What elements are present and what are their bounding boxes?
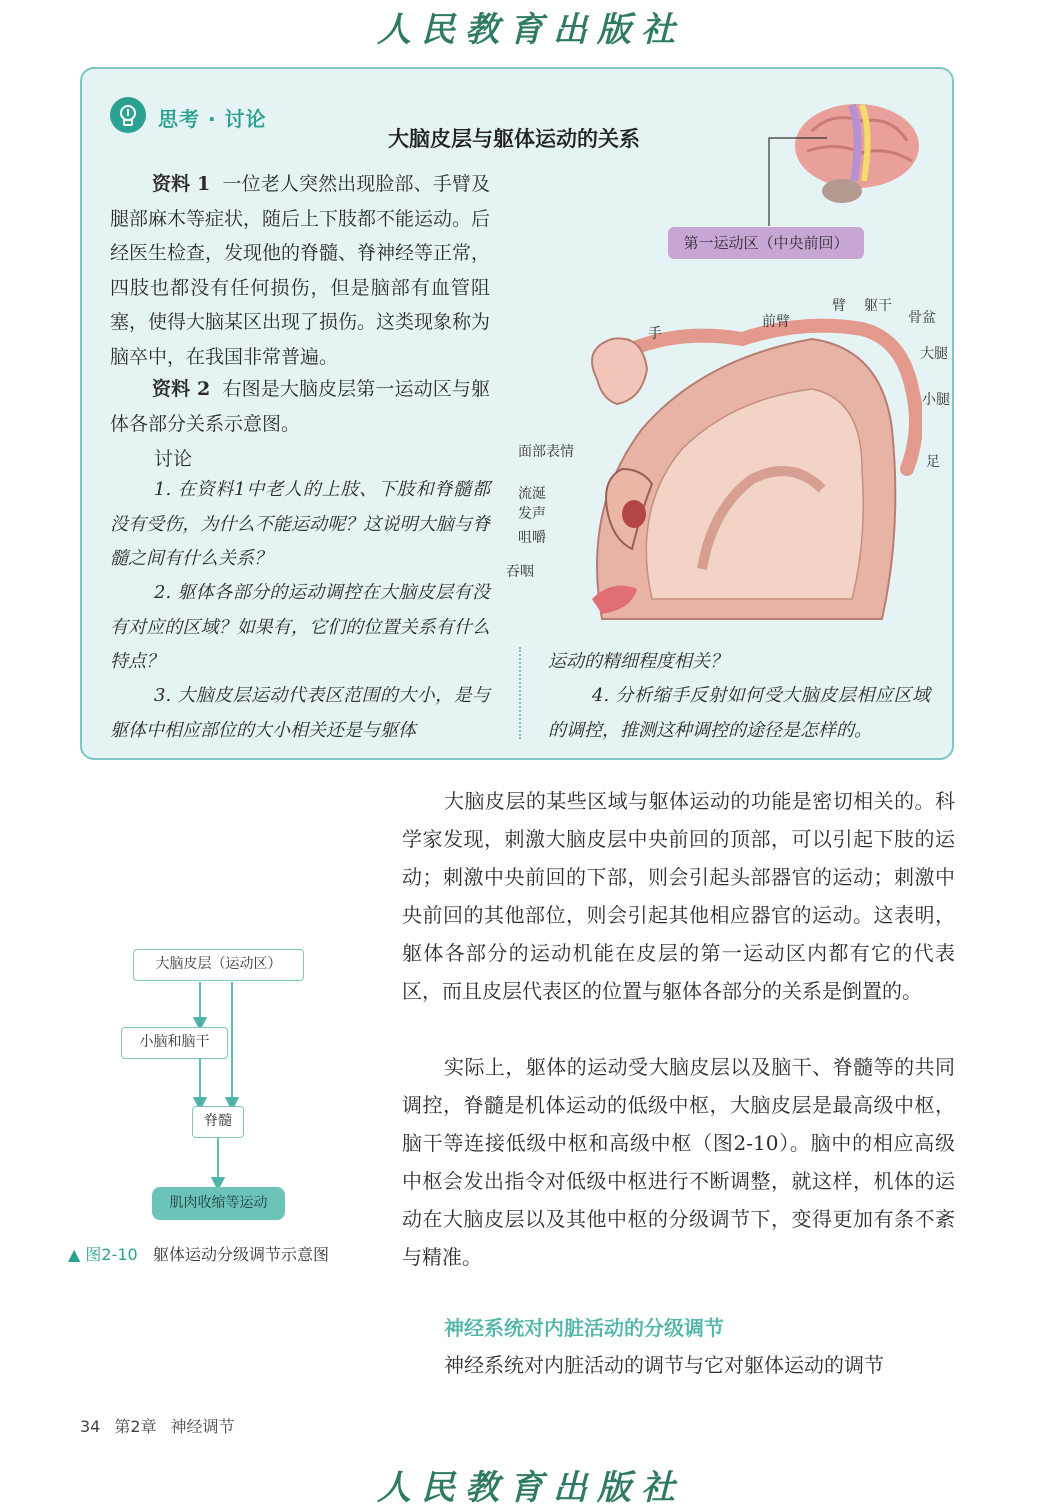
lightbulb-icon	[110, 97, 146, 133]
question-3: 3. 大脑皮层运动代表区范围的大小，是与躯体中相应部位的大小相关还是与躯体	[110, 685, 490, 741]
main-paragraph-1: 大脑皮层的某些区域与躯体运动的功能是密切相关的。科学家发现，刺激大脑皮层中央前回的顶部，可以引起下肢的运动；刺激中央前回的下部，则会引起头部器官的运动；刺激中央前回的其他部位，则会引起其他相应器官的运动。这表明，躯体各部分的运动机能在皮层的第一运动区内都有它的代表区，而且皮层代表区的位置与躯体各部分的关系是倒置的。	[402, 789, 955, 1003]
column-divider	[519, 647, 521, 739]
label-trunk: 躯干	[864, 298, 892, 314]
label-forearm: 前臂	[762, 314, 790, 330]
page-footer	[80, 1414, 249, 1437]
chapter-title: 神经调节	[170, 1417, 235, 1436]
publisher-logo-header: 人民教育出版社	[377, 10, 685, 50]
figure-caption-text: 躯体运动分级调节示意图	[152, 1245, 329, 1264]
question-2: 2. 躯体各部分的运动调控在大脑皮层有没有对应的区域？如果有，它们的位置关系有什么特点？	[110, 582, 490, 672]
page-number: 34	[80, 1417, 101, 1436]
label-salivation: 流涎	[518, 486, 546, 502]
flow-arrows	[120, 976, 300, 1196]
question-3-continued: 运动的精细程度相关？	[548, 651, 728, 672]
material-2-text: 右图是大脑皮层第一运动区与躯体各部分关系示意图。	[110, 378, 490, 435]
flow-cortex: 大脑皮层（运动区）	[133, 949, 304, 981]
first-motor-area-tag: 第一运动区（中央前回）	[668, 227, 864, 259]
figure-caption	[68, 1242, 329, 1265]
material-2-label: 资料 2	[152, 378, 211, 400]
discussion-label: 讨论	[154, 448, 193, 470]
label-hand: 手	[648, 326, 662, 342]
question-4: 4. 分析缩手反射如何受大脑皮层相应区域的调控，推测这种调控的途径是怎样的。	[548, 685, 930, 741]
think-discuss-label: 思考 · 讨论	[158, 107, 267, 131]
label-vocalization: 发声	[518, 506, 546, 522]
material-1-label: 资料 1	[152, 173, 211, 195]
label-chewing: 咀嚼	[518, 530, 546, 546]
label-arm: 臂	[832, 298, 846, 314]
flow-muscle-movement: 肌肉收缩等运动	[152, 1187, 285, 1220]
label-face: 面部表情	[518, 444, 574, 460]
publisher-logo-footer: 人民教育出版社	[377, 1468, 685, 1508]
chapter-number: 第2章	[114, 1417, 157, 1436]
main-paragraph-2: 实际上，躯体的运动受大脑皮层以及脑干、脊髓等的共同调控，脊髓是机体运动的低级中枢，大脑皮层是最高级中枢，脑干等连接低级中枢和高级中枢（图2-10）。脑中的相应高级中枢会发出指令对低级中枢进行不断调整，就这样，机体的运动在大脑皮层以及其他中枢的分级调节下，变得更加有条不紊与精准。	[402, 1055, 955, 1269]
motor-homunculus-illustration	[562, 309, 922, 629]
pointer-line	[768, 137, 828, 227]
flow-spinal-cord: 脊髓	[192, 1106, 244, 1138]
label-swallowing: 吞咽	[506, 564, 534, 580]
question-1: 1. 在资料1中老人的上肢、下肢和脊髓都没有受伤，为什么不能运动呢？这说明大脑与脊髓之间有什么关系？	[110, 479, 490, 569]
box-title: 大脑皮层与躯体运动的关系	[388, 127, 640, 151]
label-foot: 足	[926, 454, 940, 470]
section-heading: 神经系统对内脏活动的分级调节	[444, 1316, 724, 1340]
material-1	[110, 167, 490, 374]
label-thigh: 大腿	[920, 346, 948, 362]
thinking-discussion-box	[80, 67, 954, 760]
material-2	[110, 372, 490, 441]
figure-number: ▲ 图2-10	[68, 1245, 138, 1264]
material-1-text: 一位老人突然出现脸部、手臂及腿部麻木等症状，随后上下肢都不能运动。后经医生检查，发现他的脊髓、脊神经等正常，四肢也都没有任何损伤，但是脑部有血管阻塞，使得大脑某区出现了损伤。这类现象称为脑卒中，在我国非常普遍。	[110, 173, 491, 368]
flow-cerebellum-brainstem: 小脑和脑干	[121, 1027, 228, 1059]
label-pelvis: 骨盆	[908, 310, 936, 326]
main-paragraph-3: 神经系统对内脏活动的调节与它对躯体运动的调节	[444, 1353, 884, 1377]
label-calf: 小腿	[922, 392, 950, 408]
